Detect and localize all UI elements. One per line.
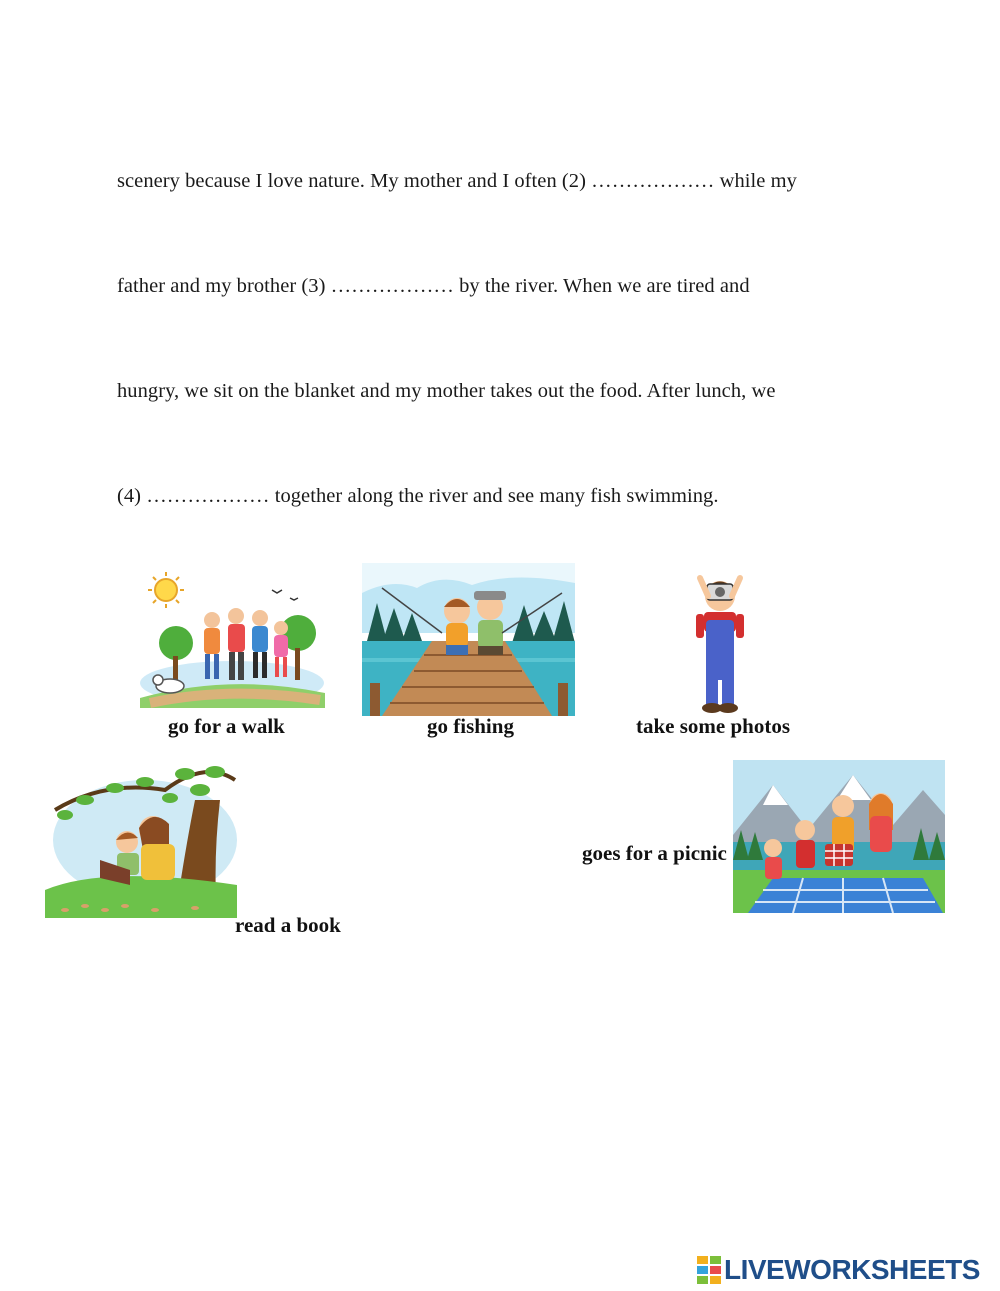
passage-line-1: scenery because I love nature. My mother and I often (2) ……………… while my <box>117 170 797 192</box>
caption-goes-for-a-picnic: goes for a picnic <box>582 841 727 865</box>
passage-line-4: (4) ……………… together along the river and see many fish swimming. <box>117 485 719 507</box>
liveworksheets-logo <box>697 1253 980 1287</box>
caption-take-some-photos: take some photos <box>636 714 791 738</box>
caption-go-fishing: go fishing <box>427 714 514 738</box>
passage-line-3: hungry, we sit on the blanket and my mother takes out the food. After lunch, we <box>117 380 776 402</box>
photographer-illustration <box>670 568 770 718</box>
picnic-illustration <box>733 760 945 913</box>
walk-illustration <box>140 568 325 708</box>
caption-go-for-a-walk: go for a walk <box>168 714 285 738</box>
fishing-illustration <box>362 563 575 716</box>
brand-name: LIVEWORKSHEETS <box>724 1254 980 1285</box>
liveworksheets-mark-icon <box>697 1256 721 1284</box>
caption-read-a-book: read a book <box>235 913 341 937</box>
passage-line-2: father and my brother (3) ……………… by the river. When we are tired and <box>117 275 750 297</box>
reading-illustration <box>45 760 237 918</box>
